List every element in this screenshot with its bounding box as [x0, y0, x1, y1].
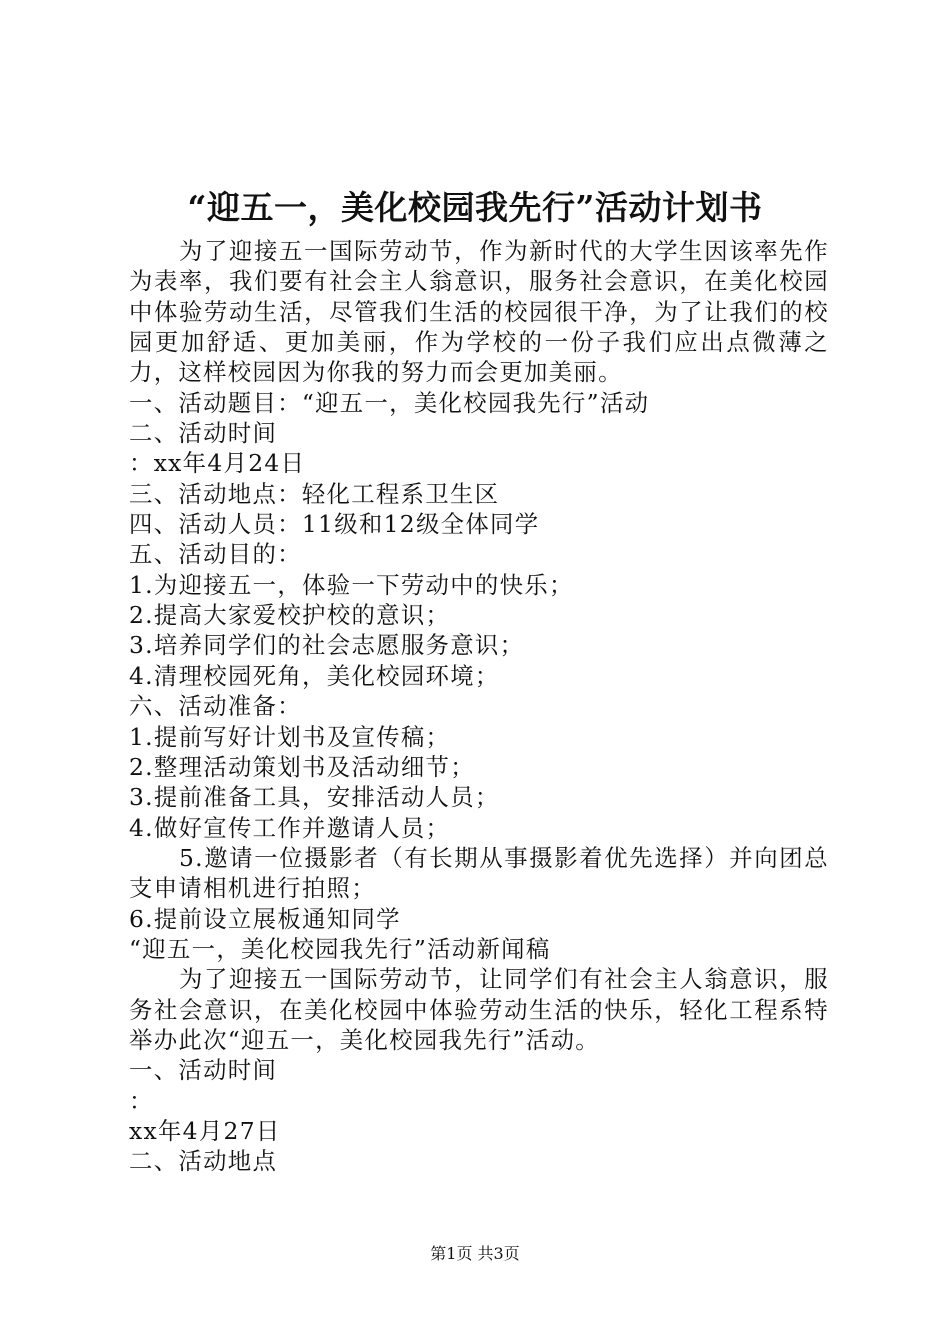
body-line: 1.为迎接五一，体验一下劳动中的快乐； — [129, 570, 574, 599]
body-line: 六、活动准备： — [129, 692, 302, 721]
body-line: 6.提前设立展板通知同学 — [129, 904, 401, 933]
document-body — [129, 236, 829, 1177]
body-line: 一、活动题目：“迎五一，美化校园我先行”活动 — [129, 388, 650, 417]
body-line: 4.清理校园死角，美化校园环境； — [129, 661, 500, 690]
body-line: 二、活动地点 — [129, 1147, 278, 1176]
body-paragraph: 为了迎接五一国际劳动节，让同学们有社会主人翁意识，服务社会意识，在美化校园中体验劳动生活的快乐，轻化工程系特举办此次“迎五一，美化校园我先行”活动。 — [129, 965, 829, 1054]
body-line: 五、活动目的： — [129, 540, 302, 569]
body-line: 三、活动地点：轻化工程系卫生区 — [129, 479, 500, 508]
body-line: 四、活动人员：11级和12级全体同学 — [129, 510, 540, 539]
body-line: ： — [129, 1086, 154, 1115]
body-line: 3.培养同学们的社会志愿服务意识； — [129, 631, 525, 660]
body-line: ：xx年4月24日 — [129, 449, 306, 478]
document-title: “迎五一，美化校园我先行”活动计划书 — [187, 188, 763, 227]
body-paragraph: 5.邀请一位摄影者（有长期从事摄影着优先选择）并向团总支申请相机进行拍照； — [129, 843, 829, 903]
body-line: xx年4月27日 — [129, 1116, 281, 1145]
body-paragraph: 为了迎接五一国际劳动节，作为新时代的大学生因该率先作为表率，我们要有社会主人翁意识，服务社会意识，在美化校园中体验劳动生活，尽管我们生活的校园很干净，为了让我们的校园更加舒适、更加美丽，作为学校的一份子我们应出点微薄之力，这样校园因为你我的努力而会更加美丽。 — [129, 237, 829, 387]
body-line: 4.做好宣传工作并邀请人员； — [129, 813, 451, 842]
body-line: 1.提前写好计划书及宣传稿； — [129, 722, 451, 751]
body-line: “迎五一，美化校园我先行”活动新闻稿 — [129, 934, 551, 963]
body-line: 2.整理活动策划书及活动细节； — [129, 752, 475, 781]
body-line: 一、活动时间 — [129, 1056, 278, 1085]
body-line: 3.提前准备工具，安排活动人员； — [129, 783, 500, 812]
page-footer: 第1页 共3页 — [430, 1244, 520, 1263]
body-line: 二、活动时间 — [129, 419, 278, 448]
body-line: 2.提高大家爱校护校的意识； — [129, 601, 451, 630]
